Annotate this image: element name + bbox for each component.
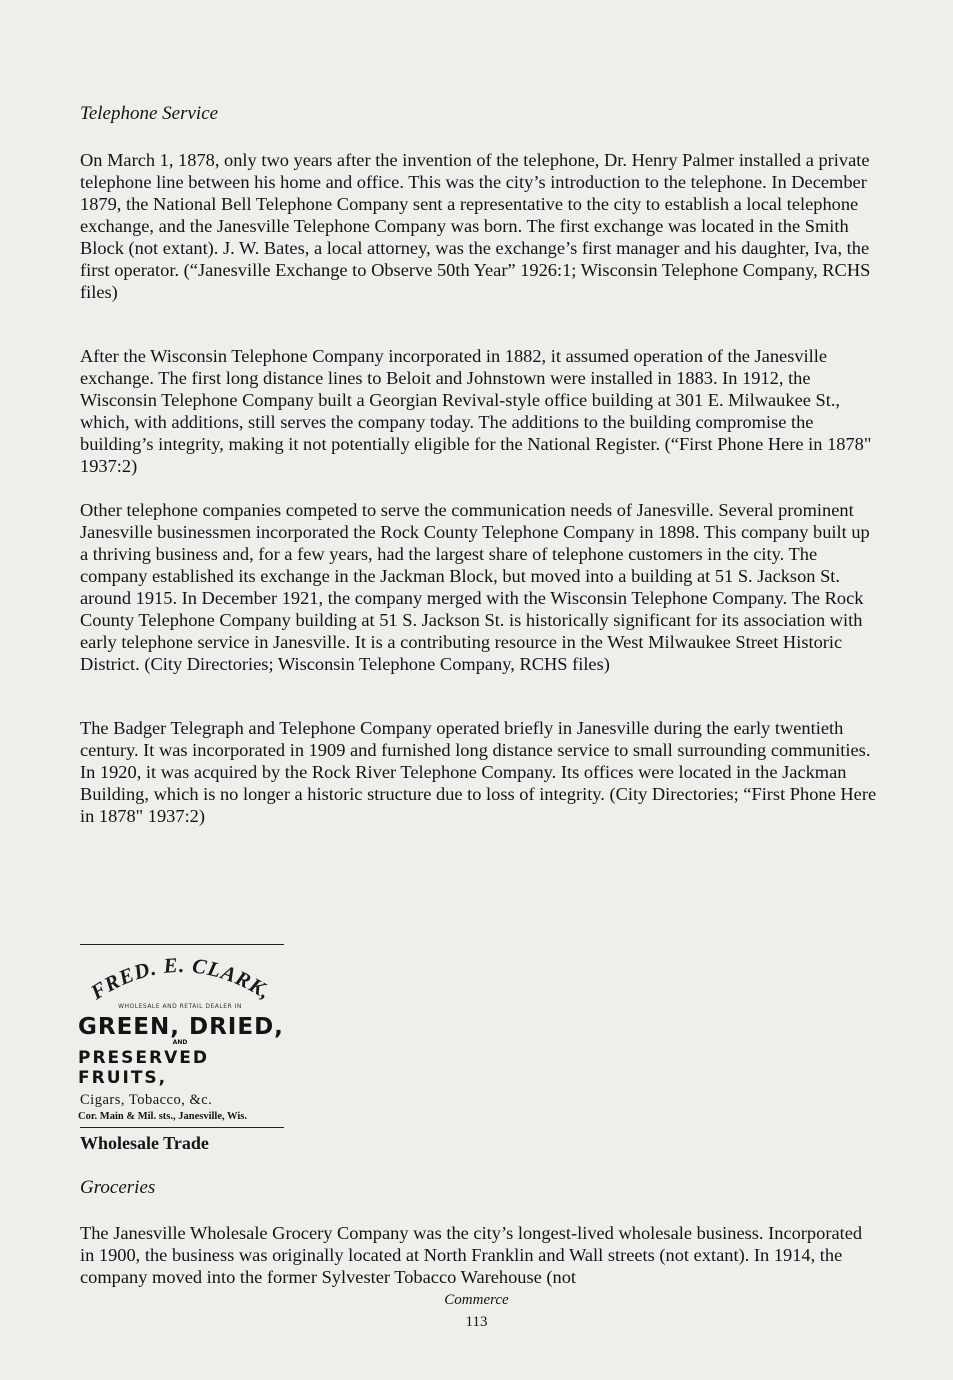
paragraph-2 [80,345,880,477]
subsection-title-groceries: Groceries [80,1177,156,1198]
ad-tagline: WHOLESALE AND RETAIL DEALER IN [118,1003,242,1010]
ad-bottom-rule [80,1127,284,1128]
footer-section-name: Commerce [444,1292,509,1308]
paragraph-5 [80,1222,880,1288]
paragraph-4 [80,717,880,827]
page-number: 113 [465,1314,488,1330]
ad-address: Cor. Main & Mil. sts., Janesville, Wis. [78,1111,247,1122]
historic-advertisement [78,944,288,1128]
paragraph-text: The Badger Telegraph and Telephone Company operated briefly in Janesville during the early twentieth century. It was incorporated in 1909 and furnished long distance service to small surrounding communities. In 1920, it was acquired by the Rock River Telephone Company. Its offices were located in the Jackman Building, which is no longer a historic structure due to loss of integrity. (City Directories; “First Phone Here in 1878" 1937:2) [80,718,877,826]
paragraph-1 [80,149,880,303]
ad-products: Cigars, Tobacco, &c. [80,1092,213,1108]
ad-and: AND [172,1039,188,1046]
paragraph-text: After the Wisconsin Telephone Company incorporated in 1882, it assumed operation of the Janesville exchange. The first long distance lines to Beloit and Johnstown were installed in 1883. In 1912, the Wisconsin Telephone Company built a Georgian Revival-style office building at 301 E. Milwaukee St., which, with additions, still serves the company today. The additions to the building compromise the building’s integrity, making it not potentially eligible for the National Register. (“First Phone Here in 1878" 1937:2) [80,346,872,476]
ad-headline-2: PRESERVED FRUITS, [78,1048,209,1088]
groceries-heading [80,1177,880,1199]
telephone-section [80,103,880,125]
ad-headline: GREEN, DRIED, [78,1014,284,1040]
svg-text:FRED. E. CLARK, [85,953,276,1005]
ad-top-rule [80,944,284,945]
ad-arched-name [78,949,284,1005]
ad-arc-text: FRED. E. CLARK, [86,952,276,1005]
paragraph-text: On March 1, 1878, only two years after the invention of the telephone, Dr. Henry Palmer installed a private telephone line between his home and office. This was the city’s introduction to the telephone. In December 1879, the National Bell Telephone Company sent a representative to the city to establish a local telephone exchange, and the Janesville Telephone Company was born. The first exchange was located in the Smith Block (not extant). J. W. Bates, a local attorney, was the exchange’s first manager and his daughter, Iva, the first operator. (“Janesville Exchange to Observe 50th Year” 1926:1; Wisconsin Telephone Company, RCHS files) [80,150,871,302]
wholesale-heading [80,1133,880,1154]
paragraph-3 [80,499,880,675]
paragraph-text: Other telephone companies competed to serve the communication needs of Janesville. Several prominent Janesville businessmen incorporated the Rock County Telephone Company in 1898. This company built up a thriving business and, for a few years, had the largest share of telephone customers in the city. The company established its exchange in the Jackman Block, but moved into a building at 51 S. Jackson St. around 1915. In December 1921, the company merged with the Wisconsin Telephone Company. The Rock County Telephone Company building at 51 S. Jackson St. is historically significant for its association with early telephone service in Janesville. It is a contributing resource in the West Milwaukee Street Historic District. (City Directories; Wisconsin Telephone Company, RCHS files) [80,500,870,674]
section-title-wholesale: Wholesale Trade [80,1133,209,1153]
paragraph-text: The Janesville Wholesale Grocery Company was the city’s longest-lived wholesale business. Incorporated in 1900, the business was originally located at North Franklin and Wall streets (not extant). In 1914, the company moved into the former Sylvester Tobacco Warehouse (not [80,1223,863,1287]
section-title-telephone: Telephone Service [80,103,219,124]
